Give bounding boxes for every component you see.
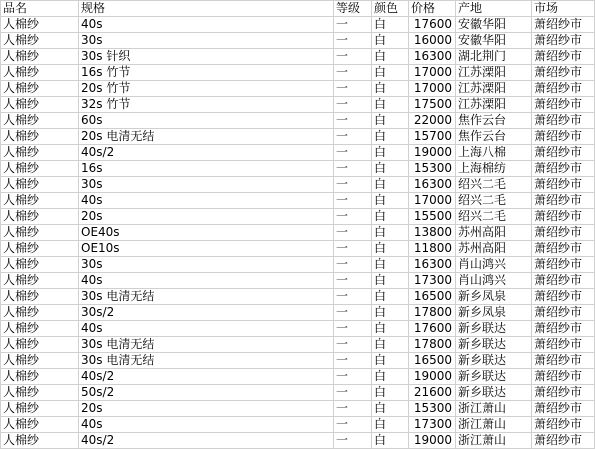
table-row [1, 353, 595, 369]
table-row [1, 273, 595, 289]
cell-grade[interactable]: 一 [334, 369, 372, 385]
cell-product-name[interactable]: 人棉纱 [1, 113, 79, 129]
cell-price[interactable]: 16300 [409, 177, 456, 193]
cell-spec[interactable]: 40s/2 [79, 369, 334, 385]
table-row [1, 385, 595, 401]
cell-price[interactable]: 13800 [409, 225, 456, 241]
cell-product-name[interactable]: 人棉纱 [1, 353, 79, 369]
table-row [1, 33, 595, 49]
table-row [1, 401, 595, 417]
cell-product-name[interactable]: 人棉纱 [1, 369, 79, 385]
header-product-name[interactable]: 品名 [1, 1, 79, 17]
cell-grade[interactable]: 一 [334, 401, 372, 417]
cell-market[interactable]: 萧绍纱市 [532, 257, 595, 273]
cell-spec[interactable]: 40s [79, 193, 334, 209]
cell-origin[interactable]: 焦作云台 [456, 129, 532, 145]
cell-color[interactable]: 白 [372, 49, 409, 65]
cell-origin[interactable]: 安徽华阳 [456, 33, 532, 49]
cell-market[interactable]: 萧绍纱市 [532, 193, 595, 209]
cell-grade[interactable]: 一 [334, 353, 372, 369]
table-row [1, 241, 595, 257]
table-row [1, 337, 595, 353]
cell-spec[interactable]: 20s [79, 401, 334, 417]
table-row [1, 321, 595, 337]
header-origin[interactable]: 产地 [456, 1, 532, 17]
table-row [1, 417, 595, 433]
cell-grade[interactable]: 一 [334, 81, 372, 97]
table-row [1, 225, 595, 241]
header-spec[interactable]: 规格 [79, 1, 334, 17]
cell-price[interactable]: 19000 [409, 145, 456, 161]
cell-spec[interactable]: 16s 竹节 [79, 65, 334, 81]
cell-spec[interactable]: 30s [79, 177, 334, 193]
cell-product-name[interactable]: 人棉纱 [1, 321, 79, 337]
cell-origin[interactable]: 浙江萧山 [456, 417, 532, 433]
cell-color[interactable]: 白 [372, 273, 409, 289]
cell-market[interactable]: 萧绍纱市 [532, 33, 595, 49]
cell-origin[interactable]: 浙江萧山 [456, 433, 532, 449]
table-row [1, 65, 595, 81]
cell-grade[interactable]: 一 [334, 65, 372, 81]
table-row [1, 49, 595, 65]
cell-color[interactable]: 白 [372, 369, 409, 385]
cell-color[interactable]: 白 [372, 65, 409, 81]
cell-grade[interactable]: 一 [334, 193, 372, 209]
cell-product-name[interactable]: 人棉纱 [1, 17, 79, 33]
cell-price[interactable]: 19000 [409, 369, 456, 385]
cell-market[interactable]: 萧绍纱市 [532, 417, 595, 433]
cell-grade[interactable]: 一 [334, 33, 372, 49]
cell-spec[interactable]: 40s/2 [79, 433, 334, 449]
cell-origin[interactable]: 江苏溧阳 [456, 81, 532, 97]
cell-product-name[interactable]: 人棉纱 [1, 289, 79, 305]
cell-color[interactable]: 白 [372, 225, 409, 241]
cell-origin[interactable]: 绍兴二毛 [456, 193, 532, 209]
cell-grade[interactable]: 一 [334, 385, 372, 401]
cell-price[interactable]: 17800 [409, 337, 456, 353]
table-row [1, 129, 595, 145]
cell-price[interactable]: 16500 [409, 289, 456, 305]
table-row [1, 17, 595, 33]
cell-market[interactable]: 萧绍纱市 [532, 337, 595, 353]
cell-price[interactable]: 15700 [409, 129, 456, 145]
cell-market[interactable]: 萧绍纱市 [532, 369, 595, 385]
cell-color[interactable]: 白 [372, 289, 409, 305]
cell-color[interactable]: 白 [372, 417, 409, 433]
cell-market[interactable]: 萧绍纱市 [532, 49, 595, 65]
cell-origin[interactable]: 上海棉纺 [456, 161, 532, 177]
cell-origin[interactable]: 新乡联达 [456, 321, 532, 337]
cell-product-name[interactable]: 人棉纱 [1, 273, 79, 289]
cell-grade[interactable]: 一 [334, 145, 372, 161]
cell-market[interactable]: 萧绍纱市 [532, 65, 595, 81]
cell-grade[interactable]: 一 [334, 305, 372, 321]
cell-price[interactable]: 16000 [409, 33, 456, 49]
cell-product-name[interactable]: 人棉纱 [1, 193, 79, 209]
cell-spec[interactable]: 30s [79, 33, 334, 49]
table-row [1, 81, 595, 97]
cell-product-name[interactable]: 人棉纱 [1, 401, 79, 417]
cell-product-name[interactable]: 人棉纱 [1, 241, 79, 257]
cell-market[interactable]: 萧绍纱市 [532, 321, 595, 337]
cell-price[interactable]: 17000 [409, 81, 456, 97]
cell-price[interactable]: 15300 [409, 401, 456, 417]
cell-origin[interactable]: 浙江萧山 [456, 401, 532, 417]
cell-market[interactable]: 萧绍纱市 [532, 177, 595, 193]
cell-price[interactable]: 17000 [409, 193, 456, 209]
cell-grade[interactable]: 一 [334, 241, 372, 257]
cell-spec[interactable]: 30s 电清无结 [79, 337, 334, 353]
cell-color[interactable]: 白 [372, 161, 409, 177]
cell-spec[interactable]: 40s [79, 273, 334, 289]
cell-grade[interactable]: 一 [334, 177, 372, 193]
cell-origin[interactable]: 湖北荆门 [456, 49, 532, 65]
cell-spec[interactable]: 60s [79, 113, 334, 129]
cell-grade[interactable]: 一 [334, 321, 372, 337]
cell-market[interactable]: 萧绍纱市 [532, 129, 595, 145]
cell-spec[interactable]: 30s 电清无结 [79, 289, 334, 305]
table-row [1, 369, 595, 385]
cell-market[interactable]: 萧绍纱市 [532, 273, 595, 289]
cell-price[interactable]: 17600 [409, 17, 456, 33]
cell-spec[interactable]: 40s [79, 417, 334, 433]
cell-price[interactable]: 22000 [409, 113, 456, 129]
cell-product-name[interactable]: 人棉纱 [1, 417, 79, 433]
cell-grade[interactable]: 一 [334, 417, 372, 433]
cell-market[interactable]: 萧绍纱市 [532, 225, 595, 241]
cell-spec[interactable]: 32s 竹节 [79, 97, 334, 113]
cell-product-name[interactable]: 人棉纱 [1, 305, 79, 321]
cell-origin[interactable]: 上海八棉 [456, 145, 532, 161]
cell-grade[interactable]: 一 [334, 49, 372, 65]
cell-spec[interactable]: 30s/2 [79, 305, 334, 321]
cell-product-name[interactable]: 人棉纱 [1, 161, 79, 177]
cell-origin[interactable]: 新乡联达 [456, 353, 532, 369]
cell-origin[interactable]: 安徽华阳 [456, 17, 532, 33]
cell-market[interactable]: 萧绍纱市 [532, 241, 595, 257]
cell-grade[interactable]: 一 [334, 225, 372, 241]
cell-market[interactable]: 萧绍纱市 [532, 113, 595, 129]
cell-market[interactable]: 萧绍纱市 [532, 209, 595, 225]
cell-color[interactable]: 白 [372, 97, 409, 113]
cell-origin[interactable]: 苏州高阳 [456, 225, 532, 241]
cell-color[interactable]: 白 [372, 177, 409, 193]
cell-product-name[interactable]: 人棉纱 [1, 177, 79, 193]
header-price[interactable]: 价格 [409, 1, 456, 17]
table-row [1, 113, 595, 129]
cell-origin[interactable]: 肖山鸿兴 [456, 257, 532, 273]
cell-color[interactable]: 白 [372, 193, 409, 209]
cell-price[interactable]: 21600 [409, 385, 456, 401]
cell-color[interactable]: 白 [372, 321, 409, 337]
cell-market[interactable]: 萧绍纱市 [532, 305, 595, 321]
cell-spec[interactable]: 16s [79, 161, 334, 177]
cell-color[interactable]: 白 [372, 209, 409, 225]
cell-grade[interactable]: 一 [334, 257, 372, 273]
cell-market[interactable]: 萧绍纱市 [532, 353, 595, 369]
cell-price[interactable]: 17300 [409, 417, 456, 433]
cell-product-name[interactable]: 人棉纱 [1, 81, 79, 97]
cell-market[interactable]: 萧绍纱市 [532, 97, 595, 113]
cell-spec[interactable]: 30s 针织 [79, 49, 334, 65]
cell-price[interactable]: 17000 [409, 65, 456, 81]
cell-origin[interactable]: 新乡凤泉 [456, 289, 532, 305]
cell-color[interactable]: 白 [372, 385, 409, 401]
cell-spec[interactable]: 40s/2 [79, 145, 334, 161]
cell-product-name[interactable]: 人棉纱 [1, 97, 79, 113]
header-color[interactable]: 颜色 [372, 1, 409, 17]
cell-price[interactable]: 17300 [409, 273, 456, 289]
table-row [1, 289, 595, 305]
cell-price[interactable]: 17600 [409, 321, 456, 337]
cell-origin[interactable]: 江苏溧阳 [456, 97, 532, 113]
cell-color[interactable]: 白 [372, 17, 409, 33]
table-header-row [1, 1, 595, 17]
cell-color[interactable]: 白 [372, 433, 409, 449]
cell-product-name[interactable]: 人棉纱 [1, 385, 79, 401]
table-row [1, 161, 595, 177]
cell-color[interactable]: 白 [372, 129, 409, 145]
cell-spec[interactable]: 20s 电清无结 [79, 129, 334, 145]
cell-product-name[interactable]: 人棉纱 [1, 145, 79, 161]
cell-color[interactable]: 白 [372, 305, 409, 321]
header-grade[interactable]: 等级 [334, 1, 372, 17]
cell-product-name[interactable]: 人棉纱 [1, 129, 79, 145]
cell-market[interactable]: 萧绍纱市 [532, 401, 595, 417]
cell-product-name[interactable]: 人棉纱 [1, 257, 79, 273]
cell-product-name[interactable]: 人棉纱 [1, 337, 79, 353]
header-market[interactable]: 市场 [532, 1, 595, 17]
cell-grade[interactable]: 一 [334, 273, 372, 289]
cell-grade[interactable]: 一 [334, 209, 372, 225]
cell-market[interactable]: 萧绍纱市 [532, 17, 595, 33]
cell-grade[interactable]: 一 [334, 113, 372, 129]
cell-grade[interactable]: 一 [334, 433, 372, 449]
cell-price[interactable]: 16300 [409, 49, 456, 65]
cell-spec[interactable]: 20s 竹节 [79, 81, 334, 97]
table-row [1, 209, 595, 225]
table-row [1, 193, 595, 209]
cell-origin[interactable]: 新乡联达 [456, 369, 532, 385]
cell-market[interactable]: 萧绍纱市 [532, 81, 595, 97]
cell-product-name[interactable]: 人棉纱 [1, 33, 79, 49]
cell-grade[interactable]: 一 [334, 97, 372, 113]
cell-color[interactable]: 白 [372, 401, 409, 417]
cell-origin[interactable]: 新乡联达 [456, 337, 532, 353]
cell-price[interactable]: 19000 [409, 433, 456, 449]
cell-market[interactable]: 萧绍纱市 [532, 289, 595, 305]
cell-color[interactable]: 白 [372, 257, 409, 273]
table-row [1, 177, 595, 193]
cell-color[interactable]: 白 [372, 81, 409, 97]
cell-color[interactable]: 白 [372, 353, 409, 369]
cell-spec[interactable]: 50s/2 [79, 385, 334, 401]
cell-price[interactable]: 11800 [409, 241, 456, 257]
cell-market[interactable]: 萧绍纱市 [532, 433, 595, 449]
cell-spec[interactable]: OE40s [79, 225, 334, 241]
cell-price[interactable]: 17800 [409, 305, 456, 321]
cell-product-name[interactable]: 人棉纱 [1, 49, 79, 65]
table-row [1, 97, 595, 113]
cell-price[interactable]: 16300 [409, 257, 456, 273]
cell-spec[interactable]: 20s [79, 209, 334, 225]
cell-origin[interactable]: 新乡凤泉 [456, 305, 532, 321]
cell-origin[interactable]: 绍兴二毛 [456, 177, 532, 193]
table-row [1, 257, 595, 273]
cell-grade[interactable]: 一 [334, 17, 372, 33]
cell-grade[interactable]: 一 [334, 337, 372, 353]
cell-product-name[interactable]: 人棉纱 [1, 225, 79, 241]
cell-grade[interactable]: 一 [334, 129, 372, 145]
cell-color[interactable]: 白 [372, 33, 409, 49]
cell-price[interactable]: 15300 [409, 161, 456, 177]
cell-color[interactable]: 白 [372, 113, 409, 129]
cell-origin[interactable]: 苏州高阳 [456, 241, 532, 257]
cell-market[interactable]: 萧绍纱市 [532, 161, 595, 177]
cell-origin[interactable]: 新乡联达 [456, 385, 532, 401]
cell-product-name[interactable]: 人棉纱 [1, 65, 79, 81]
cell-origin[interactable]: 江苏溧阳 [456, 65, 532, 81]
cell-price[interactable]: 15500 [409, 209, 456, 225]
cell-grade[interactable]: 一 [334, 161, 372, 177]
cell-spec[interactable]: 40s [79, 321, 334, 337]
cell-origin[interactable]: 焦作云台 [456, 113, 532, 129]
table-row [1, 433, 595, 449]
cell-spec[interactable]: 30s [79, 257, 334, 273]
cell-price[interactable]: 16500 [409, 353, 456, 369]
cell-spec[interactable]: 30s 电清无结 [79, 353, 334, 369]
cell-product-name[interactable]: 人棉纱 [1, 433, 79, 449]
cell-spec[interactable]: 40s [79, 17, 334, 33]
cell-color[interactable]: 白 [372, 241, 409, 257]
cell-market[interactable]: 萧绍纱市 [532, 145, 595, 161]
cell-origin[interactable]: 肖山鸿兴 [456, 273, 532, 289]
cell-price[interactable]: 17500 [409, 97, 456, 113]
cell-grade[interactable]: 一 [334, 289, 372, 305]
cell-color[interactable]: 白 [372, 337, 409, 353]
table-row [1, 305, 595, 321]
cell-market[interactable]: 萧绍纱市 [532, 385, 595, 401]
cell-spec[interactable]: OE10s [79, 241, 334, 257]
table-row [1, 145, 595, 161]
cell-color[interactable]: 白 [372, 145, 409, 161]
cell-origin[interactable]: 绍兴二毛 [456, 209, 532, 225]
cell-product-name[interactable]: 人棉纱 [1, 209, 79, 225]
